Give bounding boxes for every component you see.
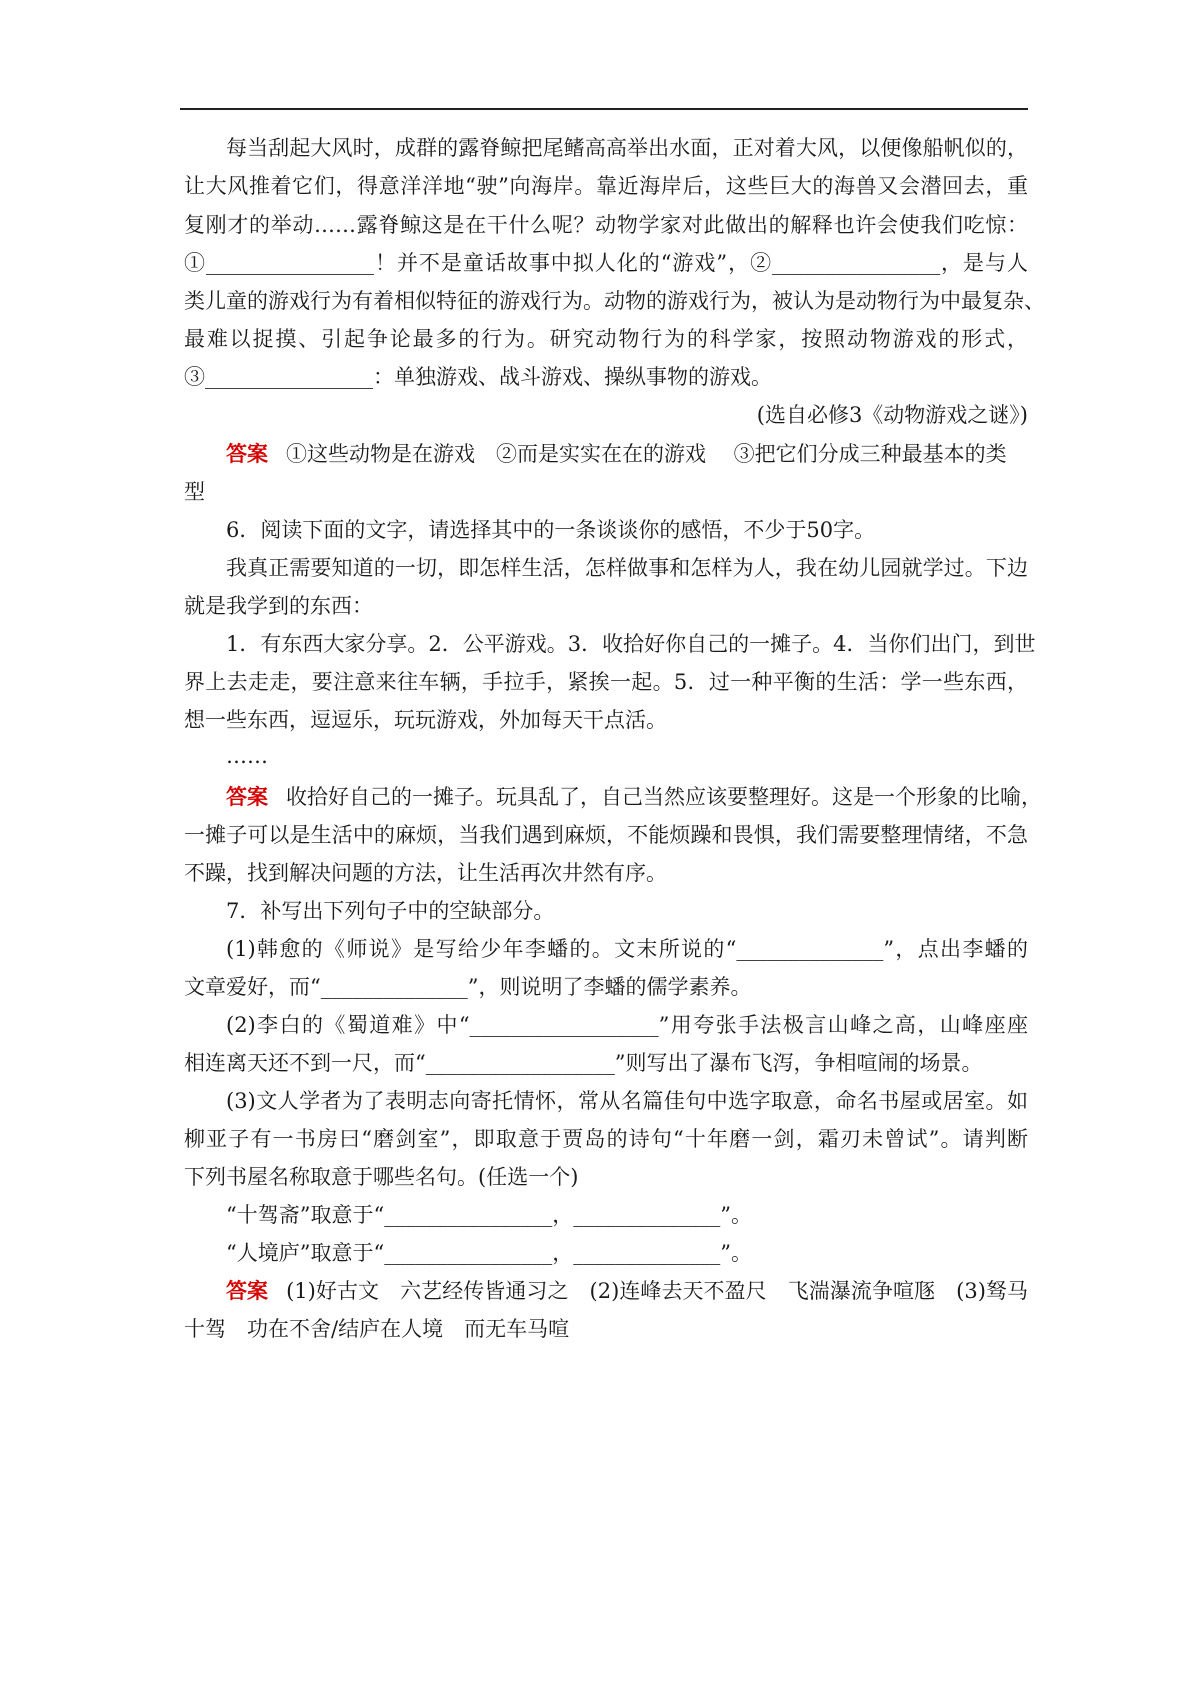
answer-line: 型 <box>184 480 205 504</box>
passage-line: 让大风推着它们，得意洋洋地“驶”向海岸。靠近海岸后，这些巨大的海兽又会潜回去，重 <box>184 174 1028 198</box>
question-line: 柳亚子有一书房曰“磨剑室”，即取意于贾岛的诗句“十年磨一剑，霜刃未曾试”。请判断 <box>184 1127 1028 1151</box>
answer-text: (1)好古文 六艺经传皆通习之 (2)连峰去天不盈尺 飞湍瀑流争喧豗 (3)驽马 <box>286 1279 1028 1303</box>
passage-line: 复刚才的举动……露脊鲸这是在干什么呢？动物学家对此做出的解释也许会使我们吃惊： <box>184 213 1028 237</box>
answer-text: 收拾好自己的一摊子。玩具乱了，自己当然应该要整理好。这是一个形象的比喻， <box>286 785 1042 809</box>
passage-line: 类儿童的游戏行为有着相似特征的游戏行为。动物的游戏行为，被认为是动物行为中最复杂、 <box>184 289 1045 313</box>
quote-line: 想一些东西，逗逗乐，玩玩游戏，外加每天干点活。 <box>184 708 667 732</box>
answer-line: 不躁，找到解决问题的方法，让生活再次井然有序。 <box>184 861 667 885</box>
answer-label: 答案 <box>226 441 268 466</box>
answer-label: 答案 <box>226 784 268 809</box>
ellipsis: …… <box>226 744 268 768</box>
answer-label: 答案 <box>226 1278 269 1303</box>
passage-line: 每当刮起大风时，成群的露脊鲸把尾鳍高高举出水面，正对着大风，以便像船帆似的， <box>226 136 1028 160</box>
passage-line: ③________________：单独游戏、战斗游戏、操纵事物的游戏。 <box>184 365 772 389</box>
quote-line: 我真正需要知道的一切，即怎样生活，怎样做事和怎样为人，我在幼儿园就学过。下边 <box>226 556 1028 580</box>
question-line: (3)文人学者为了表明志向寄托情怀，常从名篇佳句中选字取意，命名书屋或居室。如 <box>226 1089 1028 1113</box>
passage-line: 最难以捉摸、引起争论最多的行为。研究动物行为的科学家，按照动物游戏的形式， <box>184 327 1028 351</box>
question-line: (1)韩愈的《师说》是写给少年李蟠的。文末所说的“______________”，点出李蟠的 <box>226 937 1028 961</box>
question-prompt: 6．阅读下面的文字，请选择其中的一条谈谈你的感悟，不少于50字。 <box>226 518 876 542</box>
question-line: “十驾斋”取意于“________________，______________”。 <box>226 1203 752 1227</box>
question-line: 相连离天还不到一尺，而“__________________”则写出了瀑布飞泻，争相喧闹的场景。 <box>184 1051 983 1075</box>
question-line: “人境庐”取意于“________________，______________”。 <box>226 1241 752 1265</box>
quote-line: 1．有东西大家分享。2．公平游戏。3．收拾好你自己的一摊子。4．当你们出门，到世 <box>226 632 1036 656</box>
question-line: 文章爱好，而“______________”，则说明了李蟠的儒学素养。 <box>184 975 752 999</box>
answer-line: 十驾 功在不舍/结庐在人境 而无车马喧 <box>184 1317 570 1341</box>
answer-line <box>184 782 1042 812</box>
question-line: 下列书屋名称取意于哪些名句。(任选一个) <box>184 1165 579 1189</box>
quote-line: 界上去走走，要注意来往车辆，手拉手，紧挨一起。5．过一种平衡的生活：学一些东西， <box>184 670 1028 694</box>
source-citation: (选自必修3《动物游戏之谜》) <box>756 403 1028 427</box>
answer-line <box>184 1276 1028 1306</box>
quote-line: 就是我学到的东西： <box>184 594 373 618</box>
answer-text: ①这些动物是在游戏 ②而是实实在在的游戏 ③把它们分成三种最基本的类 <box>286 442 1007 466</box>
answer-line <box>184 439 1028 469</box>
answer-line: 一摊子可以是生活中的麻烦，当我们遇到麻烦，不能烦躁和畏惧，我们需要整理情绪，不急 <box>184 823 1028 847</box>
question-prompt: 7．补写出下列句子中的空缺部分。 <box>226 899 555 923</box>
header-rule <box>180 108 1028 110</box>
question-line: (2)李白的《蜀道难》中“__________________”用夸张手法极言山峰之高，山峰座座 <box>226 1013 1028 1037</box>
passage-line: ①________________！并不是童话故事中拟人化的“游戏”，②________________，是与人 <box>184 251 1028 275</box>
